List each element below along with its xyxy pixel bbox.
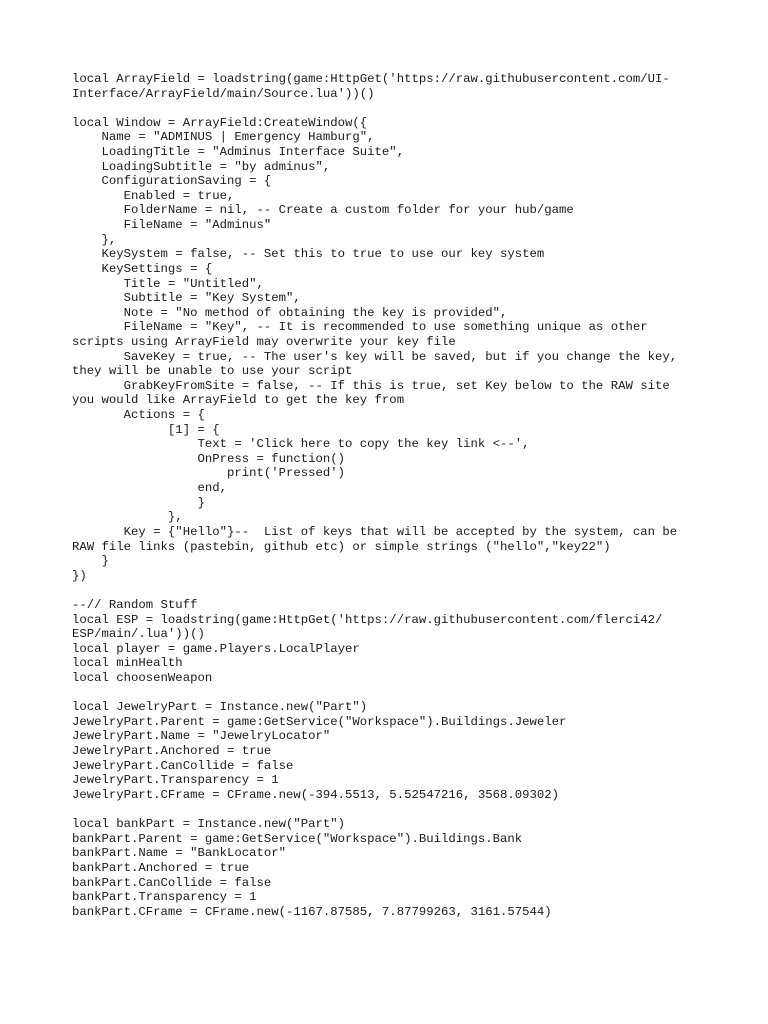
code-line: Enabled = true, xyxy=(72,188,235,203)
code-line: OnPress = function() xyxy=(72,451,346,466)
code-line: FileName = "Adminus" xyxy=(72,218,272,233)
code-line: SaveKey = true, -- The user's key will be saved, but if you change the key, xyxy=(72,349,678,364)
code-line: local choosenWeapon xyxy=(72,670,213,685)
code-line: bankPart.Parent = game:GetService("Workspace").Buildings.Bank xyxy=(72,831,523,846)
code-line: JewelryPart.CanCollide = false xyxy=(72,758,294,773)
code-line: bankPart.Transparency = 1 xyxy=(72,890,257,905)
code-line: LoadingSubtitle = "by adminus", xyxy=(72,159,331,174)
code-line: }, xyxy=(72,510,183,525)
code-line: bankPart.Anchored = true xyxy=(72,860,250,875)
code-line: local minHealth xyxy=(72,656,183,671)
code-line: local JewelryPart = Instance.new("Part") xyxy=(72,700,368,715)
code-line: Title = "Untitled", xyxy=(72,276,264,291)
code-line: ConfigurationSaving = { xyxy=(72,174,272,189)
code-line: KeySystem = false, -- Set this to true to use our key system xyxy=(72,247,545,262)
code-line: Text = 'Click here to copy the key link <--', xyxy=(72,437,530,452)
code-line: Name = "ADMINUS | Emergency Hamburg", xyxy=(72,130,375,145)
code-line: ESP/main/.lua'))() xyxy=(72,627,205,642)
code-line: JewelryPart.Parent = game:GetService("Workspace").Buildings.Jeweler xyxy=(72,714,567,729)
code-line: they will be unable to use your script xyxy=(72,364,353,379)
code-line: [1] = { xyxy=(72,422,220,437)
code-line: Subtitle = "Key System", xyxy=(72,291,301,306)
code-line: JewelryPart.Transparency = 1 xyxy=(72,773,279,788)
code-line: scripts using ArrayField may overwrite your key file xyxy=(72,334,456,349)
code-line: end, xyxy=(72,481,227,496)
code-line: Actions = { xyxy=(72,408,205,423)
code-line: JewelryPart.Name = "JewelryLocator" xyxy=(72,729,331,744)
code-text xyxy=(72,72,702,919)
code-line: GrabKeyFromSite = false, -- If this is true, set Key below to the RAW site xyxy=(72,378,670,393)
code-line xyxy=(72,802,702,817)
code-line: RAW file links (pastebin, github etc) or simple strings ("hello","key22") xyxy=(72,539,611,554)
code-line xyxy=(72,101,702,116)
code-line: bankPart.CanCollide = false xyxy=(72,875,272,890)
code-line: JewelryPart.Anchored = true xyxy=(72,744,272,759)
code-line: local bankPart = Instance.new("Part") xyxy=(72,817,346,832)
code-line: local ArrayField = loadstring(game:HttpGet('https://raw.githubusercontent.com/UI- xyxy=(72,72,670,86)
code-line: you would like ArrayField to get the key from xyxy=(72,393,405,408)
code-line: --// Random Stuff xyxy=(72,597,198,612)
code-line: bankPart.CFrame = CFrame.new(-1167.87585, 7.87799263, 3161.57544) xyxy=(72,904,552,919)
code-line: }) xyxy=(72,568,87,583)
code-line: KeySettings = { xyxy=(72,261,213,276)
code-line: Note = "No method of obtaining the key is provided", xyxy=(72,305,508,320)
code-line: local Window = ArrayField:CreateWindow({ xyxy=(72,115,368,130)
code-line xyxy=(72,686,702,701)
code-line: FileName = "Key", -- It is recommended to use something unique as other xyxy=(72,320,648,335)
code-line: JewelryPart.CFrame = CFrame.new(-394.5513, 5.52547216, 3568.09302) xyxy=(72,787,560,802)
code-line: bankPart.Name = "BankLocator" xyxy=(72,846,287,861)
code-line: Key = {"Hello"}-- List of keys that will be accepted by the system, can be xyxy=(72,524,678,539)
code-line: }, xyxy=(72,232,117,247)
code-line xyxy=(72,583,702,598)
code-line: local player = game.Players.LocalPlayer xyxy=(72,641,360,656)
code-line: FolderName = nil, -- Create a custom folder for your hub/game xyxy=(72,203,574,218)
code-line: local ESP = loadstring(game:HttpGet('https://raw.githubusercontent.com/flerci42/ xyxy=(72,612,663,627)
code-line: } xyxy=(72,554,109,569)
code-line: Interface/ArrayField/main/Source.lua'))() xyxy=(72,86,375,101)
code-line: LoadingTitle = "Adminus Interface Suite", xyxy=(72,145,405,160)
code-line: } xyxy=(72,495,205,510)
code-line: print('Pressed') xyxy=(72,466,346,481)
